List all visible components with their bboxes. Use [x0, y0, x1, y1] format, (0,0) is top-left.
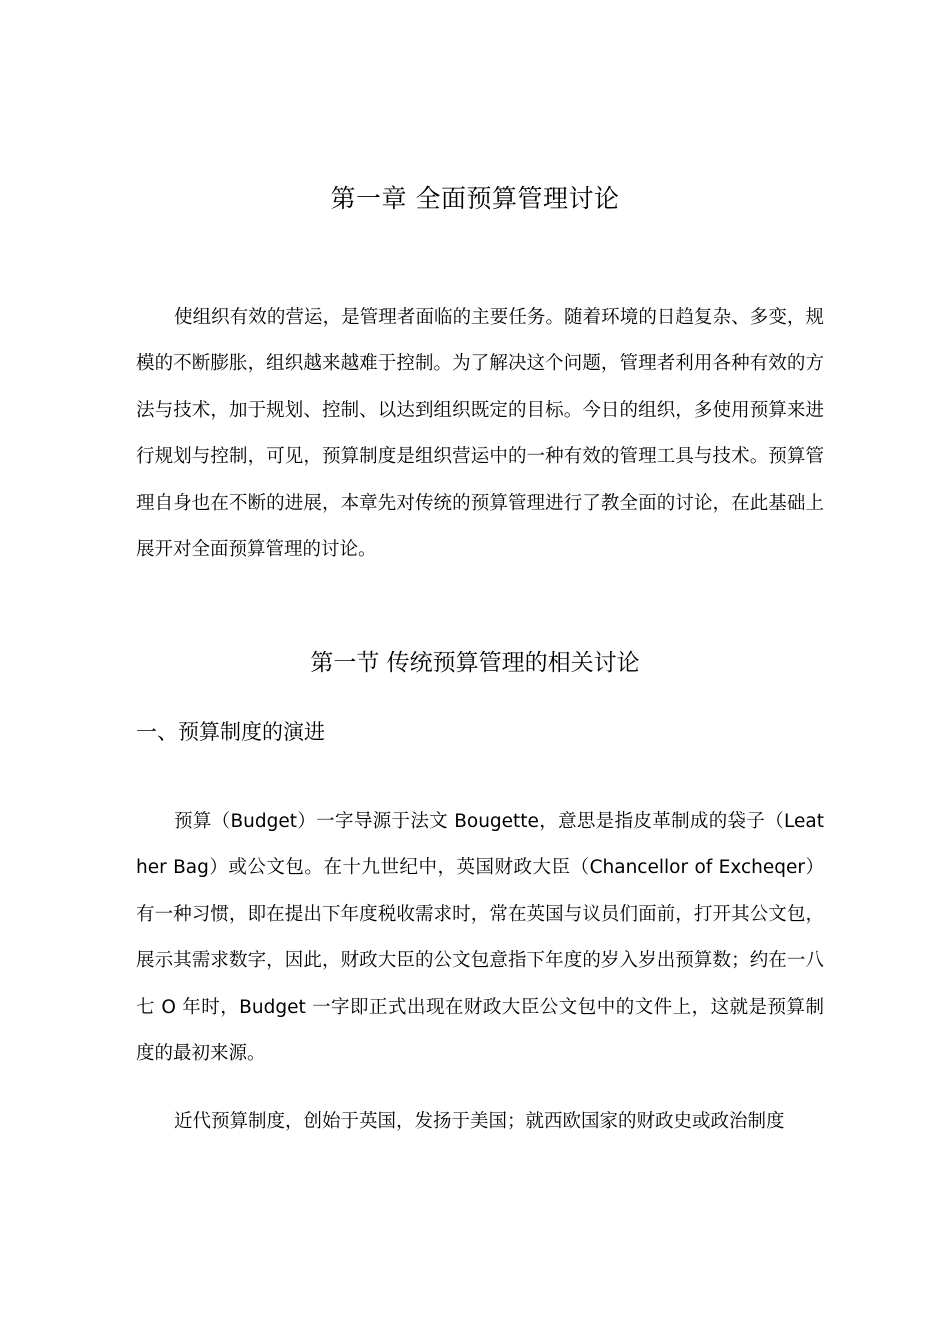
intro-paragraph: 使组织有效的营运，是管理者面临的主要任务。随着环境的日趋复杂、多变，规模的不断膨胀，组织越来越难于控制。为了解决这个问题，管理者利用各种有效的方法与技术，加于规划、控制、以达到组织既定的目标。今日的组织，多使用预算来进行规划与控制，可见，预算制度是组织营运中的一种有效的管理工具与技术。预算管理自身也在不断的进展，本章先对传统的预算管理进行了教全面的讨论，在此基础上展开对全面预算管理的讨论。 [136, 307, 824, 561]
body-paragraph: 预算（Budget）一字导源于法文 Bougette，意思是指皮革制成的袋子（Leather Bag）或公文包。在十九世纪中，英国财政大臣（Chancellor of Excheqer）有一种习惯，即在提出下年度税收需求时，常在英国与议员们面前，打开其公文包，展示其需求数字，因此，财政大臣的公文包意指下年度的岁入岁出预算数；约在一八七 O 年时，Budget 一字即正式出现在财政大臣公文包中的文件上，这就是预算制度的最初来源。 [136, 811, 824, 1065]
subsection-title: 一、预算制度的演进 [136, 720, 325, 744]
section-title: 第一节 传统预算管理的相关讨论 [310, 650, 640, 676]
chapter-title: 第一章 全面预算管理讨论 [330, 184, 620, 213]
body-paragraph: 近代预算制度，创始于英国，发扬于美国；就西欧国家的财政史或政治制度 [174, 1111, 785, 1132]
